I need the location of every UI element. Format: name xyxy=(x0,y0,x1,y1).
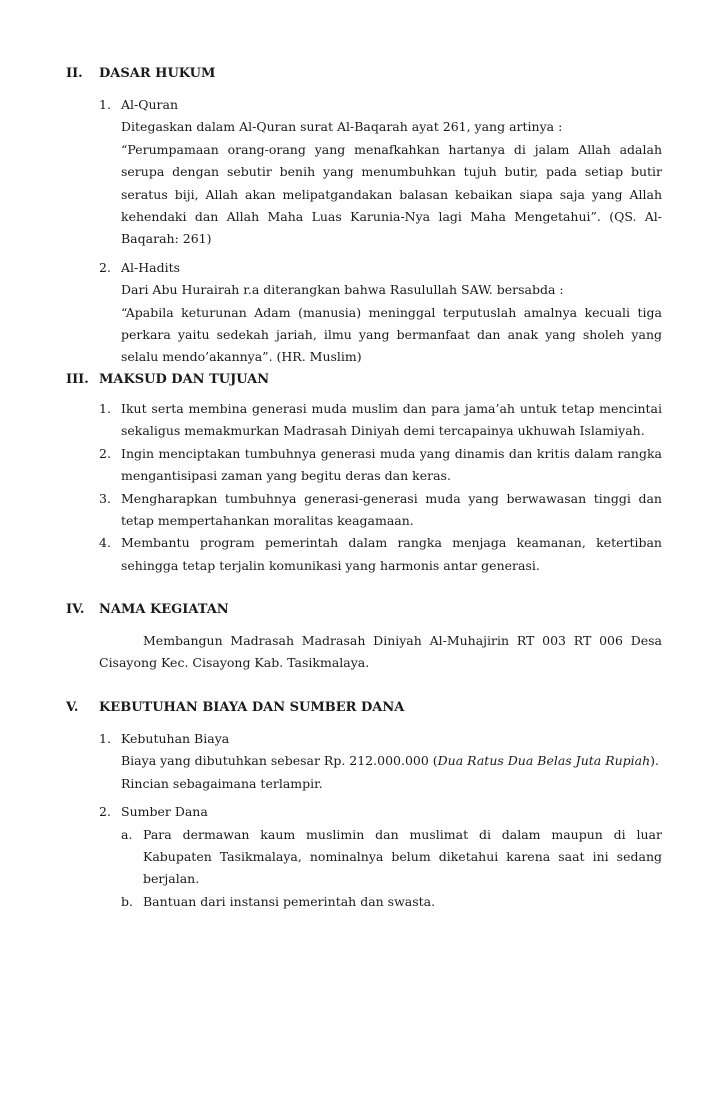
item-number: 1. xyxy=(99,97,111,112)
item-heading: Al-Hadits xyxy=(121,259,181,275)
list-item xyxy=(66,398,662,443)
item-number: 1. xyxy=(99,731,111,746)
section-heading xyxy=(66,698,662,718)
cost-line xyxy=(121,750,662,772)
list-item-sumber-dana xyxy=(66,801,662,823)
item-number: 2. xyxy=(99,445,111,461)
activity-description: Membangun Madrasah Madrasah Diniyah Al-Muhajirin RT 003 RT 006 Desa Cisayong Kec. Cisayong Kab. Tasikmalaya. xyxy=(99,633,662,671)
cost-text: Biaya yang dibutuhkan sebesar Rp. 212.000.000 ( xyxy=(121,753,438,769)
item-intro: Dari Abu Hurairah r.a diterangkan bahwa Rasulullah SAW. bersabda : xyxy=(121,282,564,298)
section-heading xyxy=(66,600,662,620)
cost-text-end: ). xyxy=(650,753,660,769)
item-text: Ingin menciptakan tumbuhnya generasi muda yang dinamis dan kritis dalam rangka mengantisipasi zaman yang begitu deras dan keras. xyxy=(121,445,662,484)
section-number: IV. xyxy=(66,602,85,617)
sub-item-letter: a. xyxy=(121,826,133,842)
item-quote: “Apabila keturunan Adam (manusia) meninggal terputuslah amalnya kecuali tiga perkara yaitu sedekah jariah, ilmu yang bermanfaat dan anak yang sholeh yang selalu mendo’akannya”. (HR. Muslim) xyxy=(121,304,662,365)
item-number: 2. xyxy=(99,259,111,275)
sub-list-item xyxy=(66,824,662,891)
section-title: KEBUTUHAN BIAYA DAN SUMBER DANA xyxy=(99,700,405,715)
list-item xyxy=(66,443,662,488)
cost-amount-words: Dua Ratus Dua Belas Juta Rupiah xyxy=(437,753,651,769)
item-number: 1. xyxy=(99,401,111,416)
list-item-kebutuhan-biaya xyxy=(66,728,662,795)
section-title: DASAR HUKUM xyxy=(99,66,216,81)
item-text: Membantu program pemerintah dalam rangka menjaga keamanan, ketertiban sehingga tetap terjalin komunikasi yang harmonis antar generasi. xyxy=(121,535,662,573)
sub-list-item xyxy=(66,891,662,913)
section-title: MAKSUD DAN TUJUAN xyxy=(99,372,270,387)
section-number: III. xyxy=(66,372,89,387)
section-kebutuhan-biaya xyxy=(66,698,662,913)
section-heading xyxy=(66,64,662,84)
item-heading: Kebutuhan Biaya xyxy=(121,731,230,746)
item-number: 4. xyxy=(99,535,111,551)
section-maksud-tujuan xyxy=(66,370,662,577)
item-heading: Al-Quran xyxy=(121,97,179,112)
item-heading: Sumber Dana xyxy=(121,804,208,820)
section-title: NAMA KEGIATAN xyxy=(99,602,229,617)
item-intro: Ditegaskan dalam Al-Quran surat Al-Baqarah ayat 261, yang artinya : xyxy=(121,119,563,135)
list-item-al-quran xyxy=(66,94,662,251)
section-dasar-hukum xyxy=(66,64,662,369)
cost-detail-note: Rincian sebagaimana terlampir. xyxy=(121,775,323,791)
item-text: Ikut serta membina generasi muda muslim dan para jama’ah untuk tetap mencintai sekaligus memakmurkan Madrasah Diniyah demi tercapainya ukhuwah Islamiyah. xyxy=(121,401,662,439)
item-number: 3. xyxy=(99,490,111,506)
item-number: 2. xyxy=(99,804,111,820)
section-nama-kegiatan xyxy=(66,600,662,675)
section-heading xyxy=(66,370,662,390)
list-item xyxy=(66,488,662,533)
sub-item-letter: b. xyxy=(121,893,133,909)
section-number: V. xyxy=(66,700,79,715)
list-item xyxy=(66,532,662,577)
item-quote: “Perumpamaan orang-orang yang menafkahkan hartanya di jalam Allah adalah serupa dengan sebutir benih yang menumbuhkan tujuh butir, pada setiap butir seratus biji, Allah akan melipatgandakan balasan kebaikan siapa saja yang Allah kehendaki dan Allah Maha Luas Karunia-Nya lagi Maha Mengetahui”. (QS. Al-Baqarah: 261) xyxy=(121,141,662,247)
section-number: II. xyxy=(66,66,83,81)
sub-item-text: Bantuan dari instansi pemerintah dan swasta. xyxy=(143,893,436,909)
sub-item-text: Para dermawan kaum muslimin dan muslimat di dalam maupun di luar Kabupaten Tasikmalaya, nominalnya belum diketahui karena saat ini sedang berjalan. xyxy=(143,826,662,887)
list-item-al-hadits xyxy=(66,257,662,369)
item-text: Mengharapkan tumbuhnya generasi-generasi muda yang berwawasan tinggi dan tetap mempertahankan moralitas keagamaan. xyxy=(121,490,662,529)
